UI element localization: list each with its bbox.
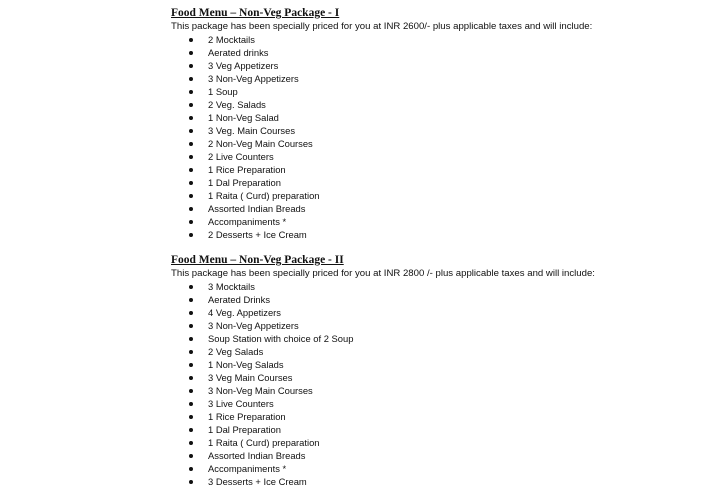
- bullet-icon: [189, 168, 193, 172]
- list-item-label: 1 Rice Preparation: [208, 164, 286, 175]
- list-item-label: 3 Non-Veg Appetizers: [208, 73, 299, 84]
- bullet-icon: [189, 207, 193, 211]
- list-item-label: Aerated Drinks: [208, 294, 271, 305]
- bullet-icon: [189, 233, 193, 237]
- package-2-item-list: [171, 280, 691, 488]
- package-1-item-list: [171, 33, 691, 241]
- list-item-label: 1 Non-Veg Salad: [208, 112, 279, 123]
- bullet-icon: [189, 441, 193, 445]
- list-item-label: 2 Non-Veg Main Courses: [208, 138, 313, 149]
- list-item-label: 3 Veg Main Courses: [208, 372, 293, 383]
- bullet-icon: [189, 38, 193, 42]
- list-item-label: 1 Non-Veg Salads: [208, 359, 284, 370]
- list-item-label: Accompaniments *: [208, 216, 287, 227]
- bullet-icon: [189, 194, 193, 198]
- list-item-label: 1 Soup: [208, 86, 238, 97]
- list-item-label: Accompaniments *: [208, 463, 287, 474]
- package-2-item: [171, 371, 691, 384]
- bullet-icon: [189, 402, 193, 406]
- list-item-label: 3 Live Counters: [208, 398, 274, 409]
- list-item-label: Soup Station with choice of 2 Soup: [208, 333, 354, 344]
- bullet-icon: [189, 116, 193, 120]
- list-item-label: 2 Desserts + Ice Cream: [208, 229, 307, 240]
- package-2-item: [171, 332, 691, 345]
- list-item-label: 3 Non-Veg Main Courses: [208, 385, 313, 396]
- list-item-label: 3 Mocktails: [208, 281, 255, 292]
- package-1-title: Food Menu – Non-Veg Package - I: [171, 7, 340, 19]
- bullet-icon: [189, 298, 193, 302]
- bullet-icon: [189, 90, 193, 94]
- package-1-item: [171, 98, 691, 111]
- list-item-label: 1 Rice Preparation: [208, 411, 286, 422]
- bullet-icon: [189, 181, 193, 185]
- package-2-title: Food Menu – Non-Veg Package - II: [171, 254, 344, 266]
- package-1-item: [171, 215, 691, 228]
- package-1-item: [171, 150, 691, 163]
- list-item-label: 1 Dal Preparation: [208, 177, 281, 188]
- bullet-icon: [189, 155, 193, 159]
- bullet-icon: [189, 415, 193, 419]
- package-2-item: [171, 397, 691, 410]
- package-2-item: [171, 306, 691, 319]
- bullet-icon: [189, 480, 193, 484]
- package-1-item: [171, 124, 691, 137]
- package-1-item: [171, 228, 691, 241]
- list-item-label: 2 Mocktails: [208, 34, 255, 45]
- list-item-label: 2 Veg Salads: [208, 346, 264, 357]
- bullet-icon: [189, 51, 193, 55]
- bullet-icon: [189, 129, 193, 133]
- bullet-icon: [189, 285, 193, 289]
- package-2-item: [171, 449, 691, 462]
- bullet-icon: [189, 363, 193, 367]
- package-2-section: [171, 253, 691, 488]
- package-1-item: [171, 85, 691, 98]
- list-item-label: Assorted Indian Breads: [208, 203, 306, 214]
- package-1-item: [171, 202, 691, 215]
- list-item-label: 3 Veg Appetizers: [208, 60, 279, 71]
- list-item-label: 4 Veg. Appetizers: [208, 307, 281, 318]
- list-item-label: 3 Desserts + Ice Cream: [208, 476, 307, 487]
- package-1-section: [171, 6, 691, 241]
- bullet-icon: [189, 376, 193, 380]
- bullet-icon: [189, 103, 193, 107]
- package-1-item: [171, 176, 691, 189]
- list-item-label: 1 Raita ( Curd) preparation: [208, 437, 320, 448]
- bullet-icon: [189, 350, 193, 354]
- package-2-item: [171, 462, 691, 475]
- list-item-label: 3 Veg. Main Courses: [208, 125, 296, 136]
- package-1-item: [171, 189, 691, 202]
- package-2-item: [171, 436, 691, 449]
- package-1-intro: This package has been specially priced for you at INR 2600/- plus applicable taxes and will include:: [171, 21, 593, 32]
- bullet-icon: [189, 324, 193, 328]
- package-2-item: [171, 384, 691, 397]
- package-2-item: [171, 475, 691, 488]
- package-1-item: [171, 163, 691, 176]
- package-1-item: [171, 137, 691, 150]
- package-2-item: [171, 293, 691, 306]
- list-item-label: 1 Raita ( Curd) preparation: [208, 190, 320, 201]
- list-item-label: Assorted Indian Breads: [208, 450, 306, 461]
- package-2-item: [171, 319, 691, 332]
- package-2-intro: This package has been specially priced for you at INR 2800 /- plus applicable taxes and will include:: [171, 268, 595, 279]
- list-item-label: 2 Live Counters: [208, 151, 274, 162]
- package-1-item: [171, 46, 691, 59]
- bullet-icon: [189, 428, 193, 432]
- bullet-icon: [189, 311, 193, 315]
- list-item-label: 3 Non-Veg Appetizers: [208, 320, 299, 331]
- package-2-item: [171, 280, 691, 293]
- package-2-item: [171, 423, 691, 436]
- bullet-icon: [189, 64, 193, 68]
- bullet-icon: [189, 454, 193, 458]
- package-1-item: [171, 59, 691, 72]
- list-item-label: 1 Dal Preparation: [208, 424, 281, 435]
- package-1-item: [171, 111, 691, 124]
- package-1-item: [171, 33, 691, 46]
- bullet-icon: [189, 77, 193, 81]
- package-1-item: [171, 72, 691, 85]
- bullet-icon: [189, 337, 193, 341]
- list-item-label: 2 Veg. Salads: [208, 99, 266, 110]
- bullet-icon: [189, 142, 193, 146]
- bullet-icon: [189, 220, 193, 224]
- bullet-icon: [189, 467, 193, 471]
- bullet-icon: [189, 389, 193, 393]
- package-2-item: [171, 410, 691, 423]
- package-2-item: [171, 358, 691, 371]
- package-2-item: [171, 345, 691, 358]
- list-item-label: Aerated drinks: [208, 47, 269, 58]
